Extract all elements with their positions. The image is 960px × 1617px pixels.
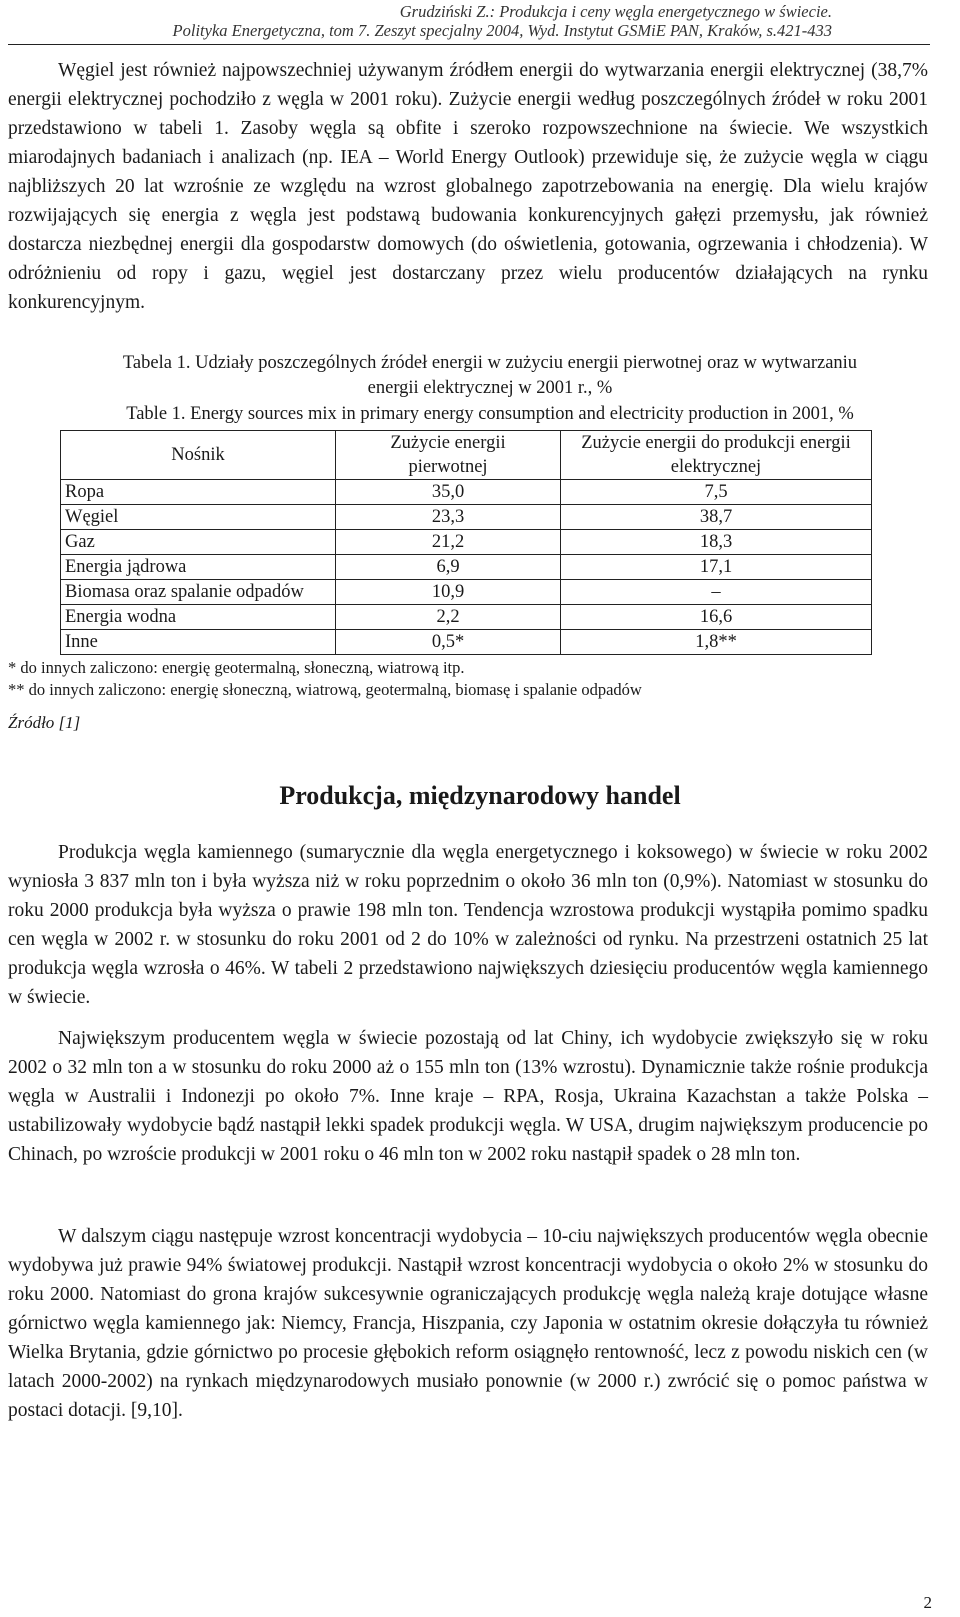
table-footnote-1: * do innych zaliczono: energię geotermalną, słoneczną, wiatrową itp. xyxy=(8,658,465,677)
table-row xyxy=(61,530,872,555)
table-row xyxy=(61,555,872,580)
section-heading: Produkcja, międzynarodowy handel xyxy=(279,781,681,810)
cell-electric: 1,8** xyxy=(561,630,872,655)
cell-electric: 7,5 xyxy=(561,480,872,505)
header-electricity-consumption xyxy=(561,431,872,480)
header-primary-line-1: Zużycie energii xyxy=(390,433,506,453)
cell-electric: 38,7 xyxy=(561,505,872,530)
cell-primary: 23,3 xyxy=(336,505,561,530)
header-primary-line-2: pierwotnej xyxy=(408,457,488,477)
energy-mix-table xyxy=(60,430,872,655)
table-caption-polish-line-1: Tabela 1. Udziały poszczególnych źródeł energii w zużyciu energii pierwotnej oraz w wytwarzaniu xyxy=(122,353,858,373)
header-electricity-line-1: Zużycie energii do produkcji energii xyxy=(581,433,851,453)
table-caption-polish xyxy=(62,351,918,401)
table-source: Źródło [1] xyxy=(8,713,81,732)
cell-primary: 10,9 xyxy=(336,580,561,605)
cell-electric: 18,3 xyxy=(561,530,872,555)
table-footnote-2: ** do innych zaliczono: energię słoneczną, wiatrową, geotermalną, biomasę i spalanie odpadów xyxy=(8,680,642,699)
section-paragraph-2: Największym producentem węgla w świecie pozostają od lat Chiny, ich wydobycie zwiększyło się w roku 2002 o 32 mln ton a w stosunku do roku 2000 aż o 155 mln ton (13% wzrostu). Dynamicznie także rośnie produkcja węgla w Australii i Indonezji po około 7%. Inne kraje – RPA, Rosja, Ukraina Kazachstan a także Polska – ustabilizowały wydobycie bądź nastąpił lekki spadek produkcji węgla. W USA, drugim największym producencie po Chinach, po wzroście produkcji w 2001 roku o 46 mln ton w 2002 roku nastąpił spadek o 28 mln ton. xyxy=(8,1028,928,1165)
cell-carrier: Energia jądrowa xyxy=(61,555,336,580)
table-caption-polish-line-2: energii elektrycznej w 2001 r., % xyxy=(367,378,613,398)
cell-carrier: Biomasa oraz spalanie odpadów xyxy=(61,580,336,605)
table-caption-english: Table 1. Energy sources mix in primary energy consumption and electricity production in 2001, % xyxy=(126,404,854,424)
section-paragraph-3: W dalszym ciągu następuje wzrost koncentracji wydobycia – 10-ciu największych producentów węgla obecnie wydobywa już prawie 94% światowej produkcji. Nastąpił wzrost koncentracji wydobycia o około 2% w stosunku do roku 2000. Natomiast do grona krajów sukcesywnie ograniczających produkcję węgla należą kraje dotujące własne górnictwo węgla kamiennego jak: Niemcy, Francja, Hiszpania, czy Japonia w ostatnim okresie dołączyła tu również Wielka Brytania, gdzie górnictwo po procesie głębokich reform osiągnęło rentowność, lecz z powodu niskich cen (w latach 2000-2002) na rynkach międzynarodowych musiało ponownie (w 2000 r.) zwrócić się o pomoc państwa w postaci dotacji. [9,10]. xyxy=(8,1226,928,1421)
cell-primary: 2,2 xyxy=(336,605,561,630)
table-row xyxy=(61,605,872,630)
section-paragraph-1: Produkcja węgla kamiennego (sumarycznie dla węgla energetycznego i koksowego) w świecie w roku 2002 wyniosła 3 837 mln ton i była wyższa niż w roku poprzednim o około 36 mln ton (0,9%). Natomiast w stosunku do roku 2000 produkcja była wyższa o prawie 198 mln ton. Tendencja wzrostowa produkcji wystąpiła pomimo spadku cen węgla w 2002 r. w stosunku do roku 2001 od 2 do 10% w zależności od rynku. Na przestrzeni ostatnich 25 lat produkcja węgla wzrosła o 46%. W tabeli 2 przedstawiono największych dziesięciu producentów węgla kamiennego w świecie. xyxy=(8,842,928,1008)
cell-primary: 0,5* xyxy=(336,630,561,655)
cell-electric: 16,6 xyxy=(561,605,872,630)
cell-carrier: Węgiel xyxy=(61,505,336,530)
page-number: 2 xyxy=(923,1593,932,1612)
intro-paragraph: Węgiel jest również najpowszechniej używanym źródłem energii do wytwarzania energii elektrycznej (38,7% energii elektrycznej pochodziło z węgla w 2001 roku). Zużycie energii według poszczególnych źródeł w roku 2001 przedstawiono w tabeli 1. Zasoby węgla są obfite i szeroko rozpowszechnione na świecie. We wszystkich miarodajnych badaniach i analizach (np. IEA – World Energy Outlook) przewiduje się, że zużycie węgla w ciągu najbliższych 20 lat wzrośnie ze względu na wzrost globalnego zapotrzebowania na energię. Dla wielu krajów rozwijających się energia z węgla jest podstawą budowania konkurencyjnych gałęzi przemysłu, jak również dostarcza niezbędnej energii dla gospodarstw domowych (do oświetlenia, gotowania, ogrzewania i chłodzenia). W odróżnieniu od ropy i gazu, węgiel jest dostarczany przez wielu producentów działających na rynku konkurencyjnym. xyxy=(8,60,928,313)
cell-primary: 6,9 xyxy=(336,555,561,580)
header-divider xyxy=(8,44,930,45)
table-row xyxy=(61,580,872,605)
running-header xyxy=(173,2,832,40)
running-header-line-1: Grudziński Z.: Produkcja i ceny węgla energetycznego w świecie. xyxy=(399,2,832,21)
cell-carrier: Energia wodna xyxy=(61,605,336,630)
cell-electric: – xyxy=(561,580,872,605)
table-row xyxy=(61,505,872,530)
cell-primary: 35,0 xyxy=(336,480,561,505)
running-header-line-2: Polityka Energetyczna, tom 7. Zeszyt specjalny 2004, Wyd. Instytut GSMiE PAN, Kraków, s.421-433 xyxy=(172,21,832,40)
table-row xyxy=(61,480,872,505)
table-row xyxy=(61,630,872,655)
cell-electric: 17,1 xyxy=(561,555,872,580)
cell-carrier: Ropa xyxy=(61,480,336,505)
header-primary-consumption xyxy=(336,431,561,480)
cell-primary: 21,2 xyxy=(336,530,561,555)
cell-carrier: Inne xyxy=(61,630,336,655)
cell-carrier: Gaz xyxy=(61,530,336,555)
header-carrier: Nośnik xyxy=(61,431,336,480)
table-header-row xyxy=(61,431,872,480)
header-electricity-line-2: elektrycznej xyxy=(670,457,762,477)
